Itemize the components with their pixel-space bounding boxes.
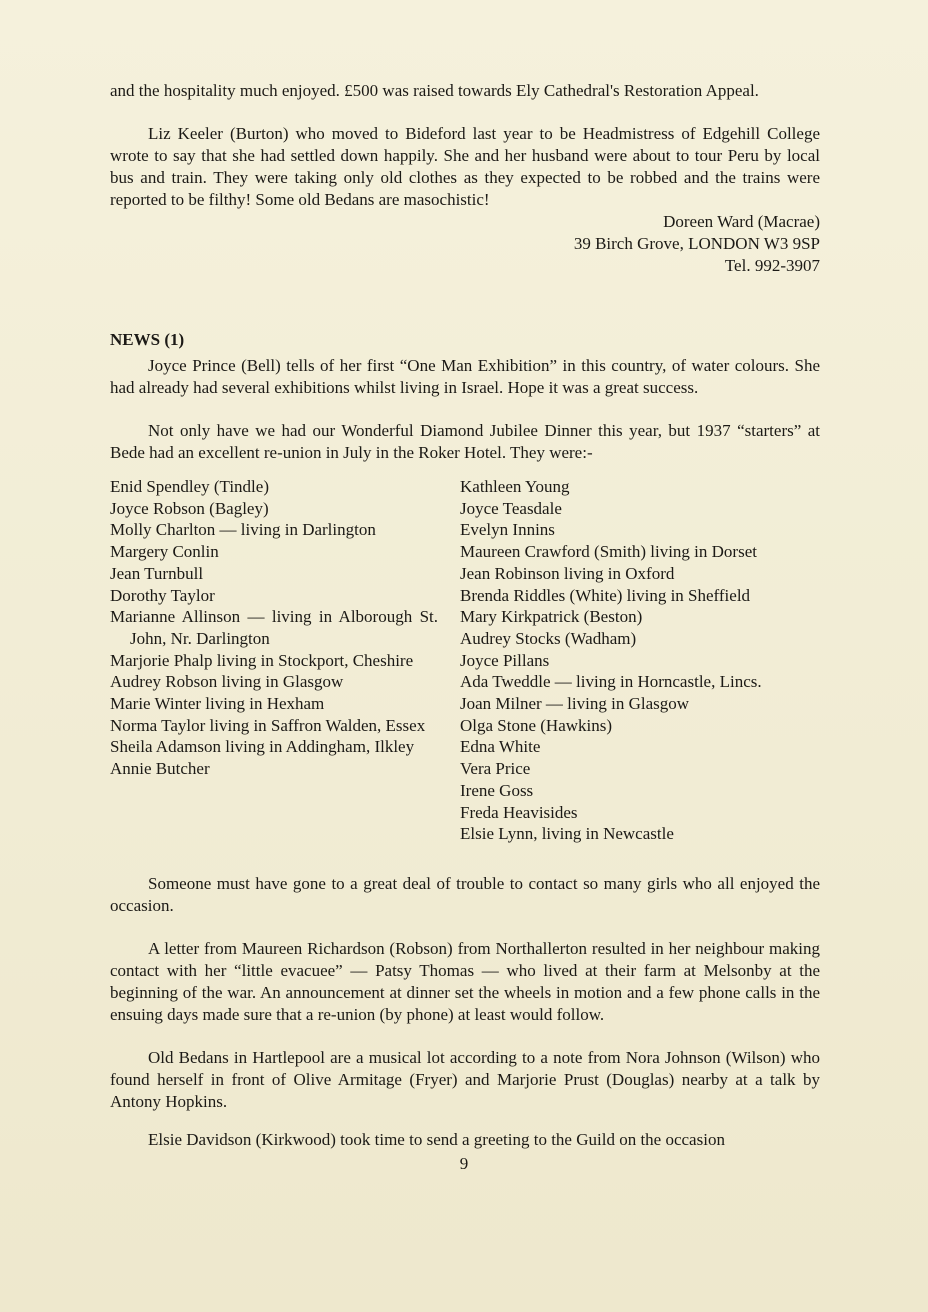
list-item: Kathleen Young xyxy=(460,477,570,496)
list-item: Brenda Riddles (White) living in Sheffield xyxy=(460,585,751,605)
page-number: 9 xyxy=(459,1154,469,1173)
list-item: Joan Milner — living in Glasgow xyxy=(460,694,690,714)
signature-name: Doreen Ward (Macrae) xyxy=(663,212,820,231)
name-list-left-column xyxy=(110,476,438,845)
list-item: Mary Kirkpatrick (Beston) xyxy=(460,607,643,627)
list-item: Jean Turnbull xyxy=(110,563,204,583)
list-item: Marie Winter living in Hexham xyxy=(110,694,325,714)
list-item: Joyce Teasdale xyxy=(460,498,562,518)
paragraph-maureen-richardson: A letter from Maureen Richardson (Robson) from Northallerton resulted in her neighbour making contact with her “little evacuee” — Patsy Thomas — who lived at their farm at Melsonby at the beginning of the war. An announcement at dinner set the wheels in motion and a few phone calls in the ensuing days made sure that a re-union (by phone) at least would follow. xyxy=(110,938,820,1024)
list-item: Olga Stone (Hawkins) xyxy=(460,715,613,735)
list-item: Evelyn Innins xyxy=(460,520,555,540)
list-item: Sheila Adamson living in Addingham, Ilkley xyxy=(110,737,415,757)
list-item: Audrey Robson living in Glasgow xyxy=(110,672,344,692)
list-item: Jean Robinson living in Oxford xyxy=(460,563,675,583)
signature-address: 39 Birch Grove, LONDON W3 9SP xyxy=(573,234,820,253)
list-item: Freda Heavisides xyxy=(460,802,578,822)
list-item: Enid Spendley (Tindle) xyxy=(110,477,269,496)
paragraph-hartlepool: Old Bedans in Hartlepool are a musical lot according to a note from Nora Johnson (Wilson) who found herself in front of Olive Armitage (Fryer) and Marjorie Prust (Douglas) nearby at a talk by Antony Hopkins. xyxy=(110,1047,820,1111)
list-item: Margery Conlin xyxy=(110,542,219,562)
paragraph-ely-appeal: and the hospitality much enjoyed. £500 was raised towards Ely Cathedral's Restoration Appeal. xyxy=(110,81,759,100)
signature-tel: Tel. 992-3907 xyxy=(724,256,820,275)
signature-block xyxy=(110,211,820,277)
page-content xyxy=(110,80,820,1151)
list-item: Ada Tweddle — living in Horncastle, Lincs. xyxy=(460,672,762,692)
paragraph-trouble-to-contact: Someone must have gone to a great deal of trouble to contact so many girls who all enjoyed the occasion. xyxy=(110,873,820,915)
reunion-name-list xyxy=(110,476,820,845)
list-item: Irene Goss xyxy=(460,780,534,800)
list-item: Joyce Pillans xyxy=(460,650,550,670)
paragraph-elsie-davidson: Elsie Davidson (Kirkwood) took time to send a greeting to the Guild on the occasion xyxy=(148,1129,725,1149)
list-item: Vera Price xyxy=(460,759,531,779)
paragraph-diamond-jubilee: Not only have we had our Wonderful Diamond Jubilee Dinner this year, but 1937 “starters” at Bede had an excellent re-union in July in the Roker Hotel. They were:- xyxy=(110,421,820,462)
name-list-right-column xyxy=(460,476,820,845)
list-item: Norma Taylor living in Saffron Walden, Essex xyxy=(110,715,426,735)
list-item: Elsie Lynn, living in Newcastle xyxy=(460,824,674,844)
list-item: Joyce Robson (Bagley) xyxy=(110,498,269,518)
list-item: Marianne Allinson — living in Alborough St. John, Nr. Darlington xyxy=(110,607,438,648)
news-heading: NEWS (1) xyxy=(110,330,185,349)
list-item: Marjorie Phalp living in Stockport, Cheshire xyxy=(110,650,414,670)
list-item: Maureen Crawford (Smith) living in Dorset xyxy=(460,542,757,562)
list-item: Molly Charlton — living in Darlington xyxy=(110,520,376,540)
list-item: Audrey Stocks (Wadham) xyxy=(460,628,637,648)
paragraph-liz-keeler: Liz Keeler (Burton) who moved to Bideford last year to be Headmistress of Edgehill College wrote to say that she had settled down happily. She and her husband were about to tour Peru by local bus and train. They were taking only old clothes as they expected to be robbed and the trains were reported to be filthy! Some old Bedans are masochistic! xyxy=(110,124,820,209)
paragraph-joyce-prince: Joyce Prince (Bell) tells of her first “One Man Exhibition” in this country, of water colours. She had already had several exhibitions whilst living in Israel. Hope it was a great success. xyxy=(110,356,820,397)
list-item: Annie Butcher xyxy=(110,759,210,779)
list-item: Dorothy Taylor xyxy=(110,585,215,605)
list-item: Edna White xyxy=(460,737,541,757)
